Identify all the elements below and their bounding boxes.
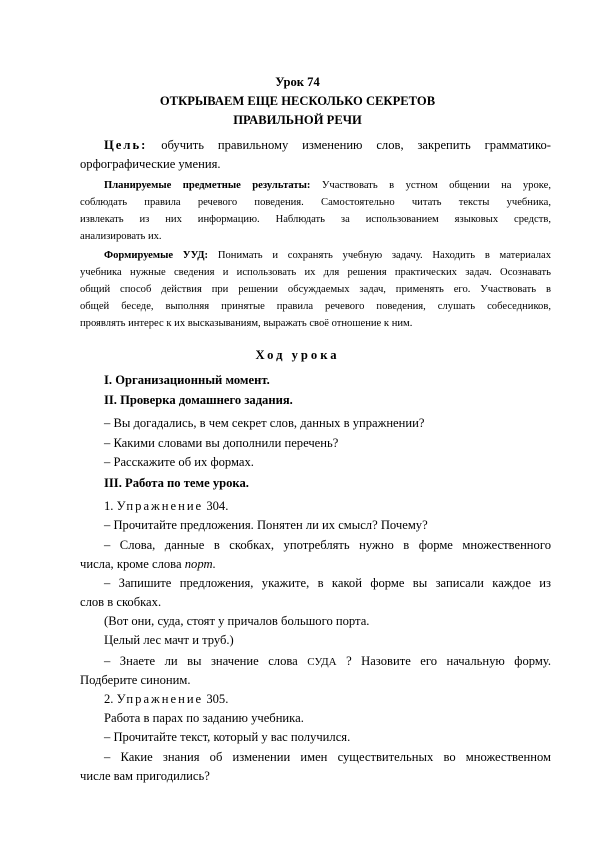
exercise-305-number: 2.	[104, 692, 114, 706]
homework-question-2: – Какими словами вы дополнили перечень?	[104, 436, 339, 450]
goal-text-1: обучить правильному изменению слов, закрепить грамматико-	[161, 138, 551, 152]
homework-question-3: – Расскажите об их формах.	[104, 455, 254, 469]
exercise-305-heading	[104, 693, 228, 706]
goal-label: Цель:	[104, 138, 148, 152]
exercise-304-question-3-line-2: слов в скобках.	[80, 595, 162, 609]
lesson-number: Урок 74	[275, 75, 320, 89]
exercise-304-question-4-line-1	[104, 655, 551, 668]
exercise-305-question-2-line-1: – Какие знания об изменении имен существительных во множественном	[104, 750, 551, 764]
uud-label: Формируемые УУД:	[104, 250, 209, 261]
uud-text-1: Понимать и сохранять учебную задачу. Находить в материалах	[217, 250, 551, 261]
exercise-305-line-1: Работа в парах по заданию учебника.	[104, 711, 304, 725]
exercise-305-question-1: – Прочитайте текст, который у вас получился.	[104, 730, 351, 744]
uud-line-5: проявлять интерес к их высказываниям, выражать своё отношение к ним.	[80, 318, 413, 329]
lesson-title-line-2: ПРАВИЛЬНОЙ РЕЧИ	[233, 113, 362, 127]
exercise-304-question-2-line-2	[80, 558, 216, 571]
section-1-heading: I. Организационный момент.	[104, 373, 270, 387]
exercise-304-question-4-pre: – Знаете ли вы значение слова	[104, 654, 298, 668]
exercise-304-word-suda: СУДА	[307, 656, 337, 668]
uud-line-2: учебника нужные сведения и использовать их для решения практических задач. Осознавать	[80, 267, 551, 278]
exercise-305-value: 305.	[206, 692, 229, 706]
subject-results-line-2: соблюдать правила речевого поведения. Самостоятельно читать тексты учебника,	[80, 197, 551, 208]
exercise-304-sentence-2: Целый лес мачт и труб.)	[104, 633, 234, 647]
exercise-304-label: Упражнение	[116, 499, 204, 513]
subject-results-line-1	[104, 181, 551, 192]
homework-question-1: – Вы догадались, в чем секрет слов, данных в упражнении?	[104, 416, 425, 430]
exercise-304-question-3-line-1: – Запишите предложения, укажите, в какой форме вы записали каждое из	[104, 576, 551, 590]
exercise-304-value: 304.	[206, 499, 229, 513]
lesson-flow-heading: Ход урока	[255, 348, 340, 362]
section-2-heading: II. Проверка домашнего задания.	[104, 393, 293, 407]
subject-results-line-4: анализировать их.	[80, 231, 162, 242]
subject-results-label: Планируемые предметные результаты:	[104, 180, 311, 191]
exercise-304-sentence-1: (Вот они, суда, стоят у причалов большого порта.	[104, 614, 370, 628]
exercise-305-label: Упражнение	[116, 692, 204, 706]
exercise-304-heading	[104, 500, 228, 513]
subject-results-line-3: извлекать из них информацию. Наблюдать за использованием языковых средств,	[80, 214, 551, 225]
lesson-title-line-1: ОТКРЫВАЕМ ЕЩЕ НЕСКОЛЬКО СЕКРЕТОВ	[159, 94, 436, 108]
subject-results-text-1: Участвовать в устном общении на уроке,	[321, 180, 551, 191]
uud-line-4: общей беседе, выполняя принятые правила речевого поведения, слушать собеседников,	[80, 301, 551, 312]
exercise-305-question-2-line-2: числе вам пригодились?	[80, 769, 210, 783]
exercise-304-word-port: порт.	[184, 557, 216, 571]
goal-line-2: орфографические умения.	[80, 157, 221, 171]
uud-line-1	[104, 251, 551, 262]
exercise-304-question-2-line-1: – Слова, данные в скобках, употреблять нужно в форме множественного	[104, 538, 551, 552]
exercise-304-question-4-line-2: Подберите синоним.	[80, 673, 191, 687]
goal-line-1	[104, 139, 551, 152]
exercise-304-question-4-post: ? Назовите его начальную форму.	[346, 654, 551, 668]
exercise-304-question-2-text: числа, кроме слова	[80, 557, 182, 571]
exercise-304-question-1: – Прочитайте предложения. Понятен ли их смысл? Почему?	[104, 518, 428, 532]
uud-line-3: общий способ действия при решении обсуждаемых задач, применять его. Участвовать в	[80, 284, 551, 295]
section-3-heading: III. Работа по теме урока.	[104, 476, 249, 490]
exercise-304-number: 1.	[104, 499, 114, 513]
